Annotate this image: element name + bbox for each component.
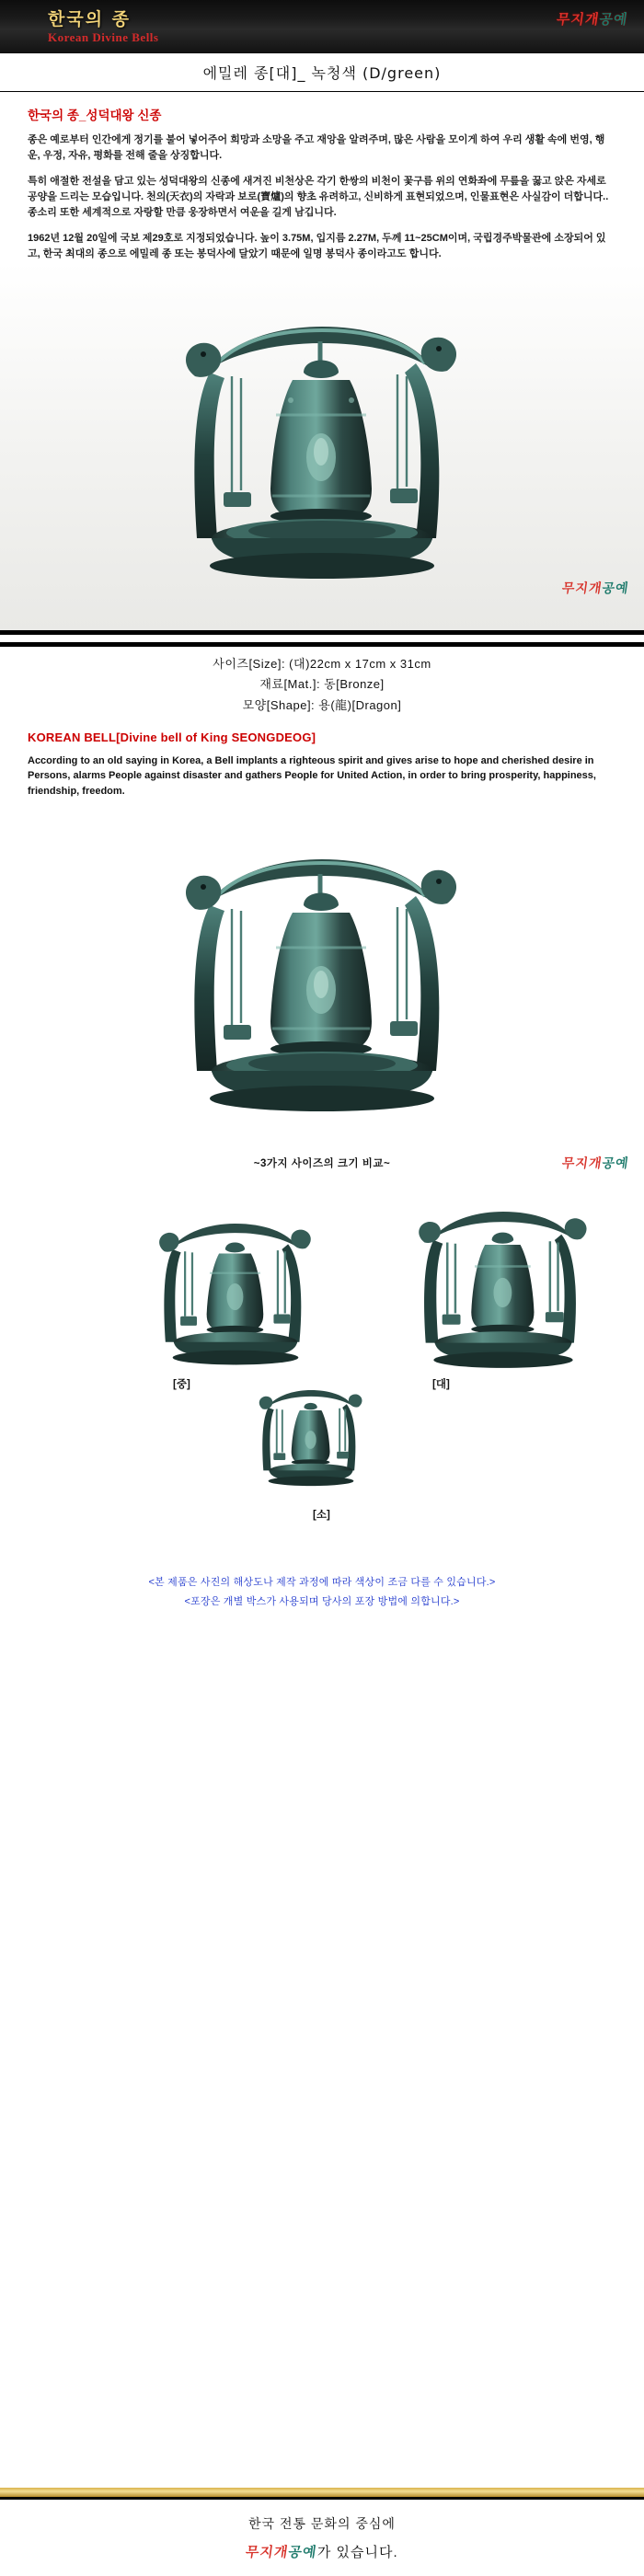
spec-size: 사이즈[Size]: (대)22cm x 17cm x 31cm <box>213 657 431 672</box>
english-description-heading: KOREAN BELL[Divine bell of King SEONGDEOG] <box>28 730 316 744</box>
bell-photo-secondary <box>0 813 644 1144</box>
korean-paragraph-2: 특히 애절한 전설을 담고 있는 성덕대왕의 신종에 새겨진 비천상은 각기 한쌍의 비천이 꽃구름 위의 연화좌에 무릎을 꿇고 앉은 자세로 공양을 드리는 모습입니다. 천의(天衣)의 자락과 보로(寶爐)의 향초 유려하고, 신비하게 표현되었으며, 인물표현은 사실감이 더합니다.. 종소리 또한 세계적으로 자랑할 만큼 웅장하면서 여운을 길게 남깁니다. <box>28 176 609 219</box>
size-comparison-illustration <box>0 1170 644 1557</box>
size-label-medium: [중] <box>173 1379 190 1391</box>
bell-photo-main <box>0 262 644 630</box>
footer-tagline: 한국 전통 문화의 중심에 <box>248 2516 396 2531</box>
brand-logo-left-text: 무지개 <box>555 11 601 28</box>
korean-paragraph-3: 1962년 12월 20일에 국보 제29호로 지정되었습니다. 높이 3.75M, 입지름 2.27M, 두께 11~25CM이며, 국립경주박물관에 소장되어 있고, 한국 최대의 종으로 에밀레 종 또는 봉덕사에 달았기 때문에 일명 봉덕사 종이라고도 합니다. <box>28 233 606 260</box>
notice-line-1: <본 제품은 사진의 해상도나 제작 과정에 따라 색상이 조금 다를 수 있습니다.> <box>148 1577 496 1589</box>
spec-material: 재료[Mat.]: 동[Bronze] <box>259 677 385 692</box>
size-label-large: [대] <box>432 1379 450 1391</box>
footer-brand-line <box>0 2533 644 2561</box>
spec-shape: 모양[Shape]: 용(龍)[Dragon] <box>242 697 402 712</box>
brand-logo-right-text: 공예 <box>597 11 629 28</box>
bell-illustration-large <box>0 262 644 630</box>
watermark-left-text: 무지개 <box>561 581 604 597</box>
watermark-compare-right: 공예 <box>601 1156 630 1172</box>
brand-logo-header <box>555 9 628 29</box>
divider-gap <box>0 635 644 642</box>
product-subtitle: 에밀레 종[대]_ 녹청색 (D/green) <box>202 64 442 82</box>
bell-illustration-secondary <box>0 813 644 1144</box>
footer-gold-bar <box>0 2488 644 2497</box>
page-footer <box>0 2497 644 2576</box>
size-label-small: [소] <box>313 1510 330 1522</box>
spec-block <box>0 647 644 715</box>
footer-brand-left: 무지개 <box>245 2544 291 2560</box>
footer-brand-logo <box>245 2542 318 2561</box>
watermark-right-text: 공예 <box>601 581 630 597</box>
header-title-korean: 한국의 종 <box>48 9 132 29</box>
korean-description-heading: 한국의 종_성덕대왕 신종 <box>28 109 162 122</box>
english-description-block <box>0 716 644 799</box>
footer-brand-suffix: 가 있습니다. <box>316 2545 398 2560</box>
header-title-english: Korean Divine Bells <box>48 30 159 44</box>
size-comparison-caption: ~3가지 사이즈의 크기 비교~ <box>253 1158 391 1170</box>
watermark-compare <box>561 1154 630 1172</box>
page-header <box>0 0 644 53</box>
notice-line-2: <포장은 개별 박스가 사용되며 당사의 포장 방법에 의합니다.> <box>184 1596 460 1607</box>
korean-paragraph-1: 종은 예로부터 인간에게 정기를 불어 넣어주어 희망과 소망을 주고 재앙을 알려주며, 많은 사람을 모이게 하여 우리 생활 속에 번영, 행운, 우정, 자유, 평화를 전해 줄을 상징합니다. <box>28 134 605 162</box>
korean-description-block <box>0 92 644 262</box>
product-subtitle-bar <box>0 53 644 92</box>
english-description-body: According to an old saying in Korea, a Bell implants a righteous spirit and gives arise to hope and cherished desire in Persons, alarms People against disaster and gathers People for United Action, in order to bring prosperity, happiness, friendship, freedom. <box>28 754 596 797</box>
watermark-compare-left: 무지개 <box>561 1156 604 1172</box>
notice-block <box>0 1568 644 1612</box>
size-comparison-section <box>0 1154 644 1568</box>
watermark-main-photo <box>561 579 630 597</box>
footer-brand-right: 공예 <box>287 2544 319 2560</box>
